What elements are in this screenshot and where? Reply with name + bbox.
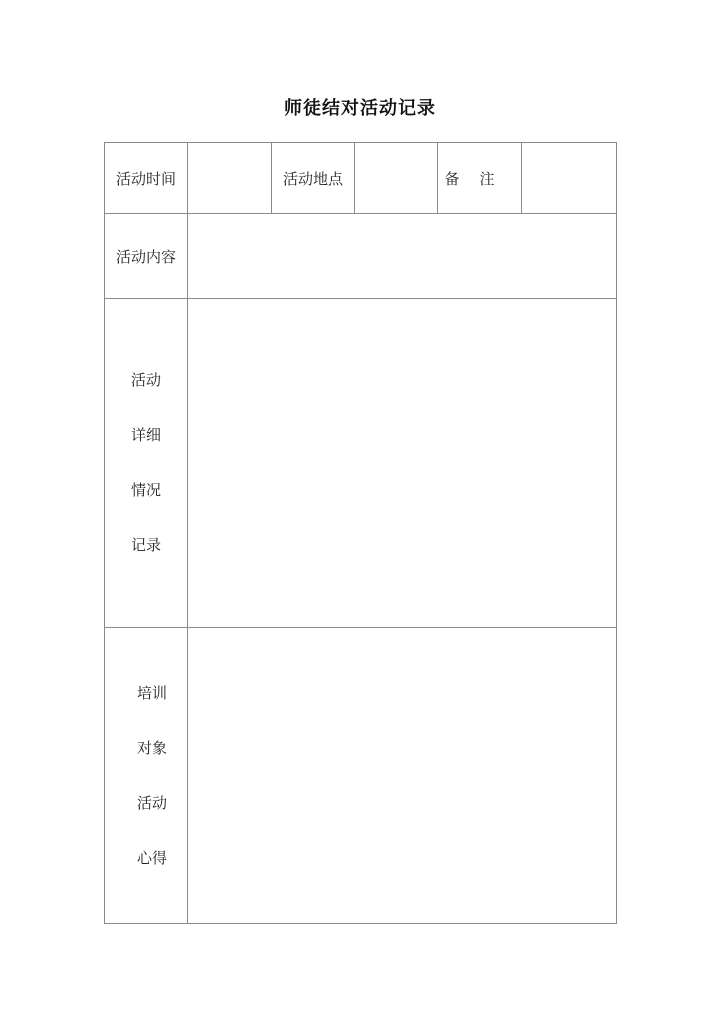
- page-title: 师徒结对活动记录: [284, 98, 436, 119]
- activity-content-label: 活动内容: [105, 214, 188, 299]
- activity-time-label: 活动时间: [105, 143, 188, 214]
- trainee-reflection-label-line: 活动: [136, 793, 167, 812]
- activity-place-label: 活动地点: [272, 143, 355, 214]
- trainee-reflection-label-line: 心得: [136, 848, 167, 867]
- activity-content-field[interactable]: [188, 214, 617, 299]
- activity-detail-label-cell: [105, 299, 188, 628]
- table-row-content: [105, 214, 617, 299]
- activity-place-field[interactable]: [355, 143, 438, 214]
- trainee-reflection-label-cell: [105, 628, 188, 924]
- record-table: [104, 142, 617, 924]
- activity-time-field[interactable]: [188, 143, 272, 214]
- activity-detail-label-line: 详细: [130, 426, 161, 444]
- activity-detail-label: [131, 353, 161, 573]
- remark-label: 备注: [438, 143, 522, 214]
- activity-detail-label-line: 记录: [130, 536, 161, 554]
- trainee-reflection-label-line: 培训: [136, 683, 167, 702]
- table-row-time-place: [105, 143, 617, 214]
- table-row-detail: [105, 299, 617, 628]
- trainee-reflection-label: [125, 666, 167, 886]
- trainee-reflection-field[interactable]: [188, 628, 617, 924]
- activity-detail-label-line: 活动: [130, 371, 161, 389]
- remark-field[interactable]: [522, 143, 617, 214]
- activity-detail-field[interactable]: [188, 299, 617, 628]
- trainee-reflection-label-line: 对象: [136, 738, 167, 757]
- activity-detail-label-line: 情况: [130, 481, 161, 499]
- table-row-reflection: [105, 628, 617, 924]
